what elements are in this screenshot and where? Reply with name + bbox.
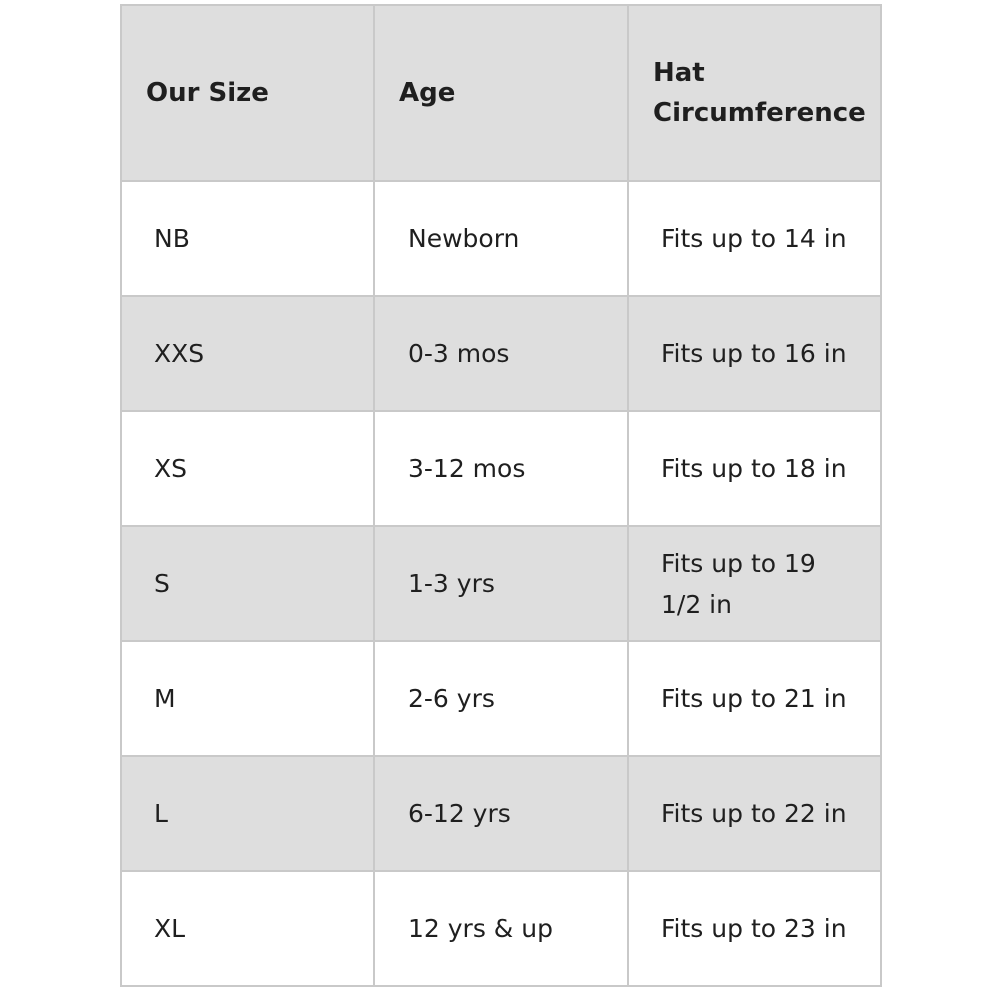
circumference-cell: Fits up to 16 in	[628, 296, 881, 411]
age-cell: Newborn	[374, 181, 628, 296]
header-row	[121, 5, 881, 181]
size-cell: L	[121, 756, 374, 871]
circumference-cell: Fits up to 18 in	[628, 411, 881, 526]
table-row	[121, 756, 881, 871]
table-row	[121, 641, 881, 756]
age-cell: 0-3 mos	[374, 296, 628, 411]
circumference-cell: Fits up to 21 in	[628, 641, 881, 756]
table-row	[121, 411, 881, 526]
age-cell: 1-3 yrs	[374, 526, 628, 641]
circumference-cell: Fits up to 19 1/2 in	[628, 526, 881, 641]
table-row	[121, 526, 881, 641]
circumference-cell: Fits up to 23 in	[628, 871, 881, 986]
age-cell: 6-12 yrs	[374, 756, 628, 871]
table-row	[121, 296, 881, 411]
size-chart-table	[120, 4, 882, 987]
table-row	[121, 181, 881, 296]
table-row	[121, 871, 881, 986]
size-cell: S	[121, 526, 374, 641]
circumference-cell: Fits up to 22 in	[628, 756, 881, 871]
header-hat-circumference: Hat Circumference	[628, 5, 881, 181]
header-age: Age	[374, 5, 628, 181]
age-cell: 12 yrs & up	[374, 871, 628, 986]
size-cell: XL	[121, 871, 374, 986]
age-cell: 3-12 mos	[374, 411, 628, 526]
size-cell: M	[121, 641, 374, 756]
size-cell: XXS	[121, 296, 374, 411]
header-our-size: Our Size	[121, 5, 374, 181]
size-cell: XS	[121, 411, 374, 526]
age-cell: 2-6 yrs	[374, 641, 628, 756]
circumference-cell: Fits up to 14 in	[628, 181, 881, 296]
size-cell: NB	[121, 181, 374, 296]
